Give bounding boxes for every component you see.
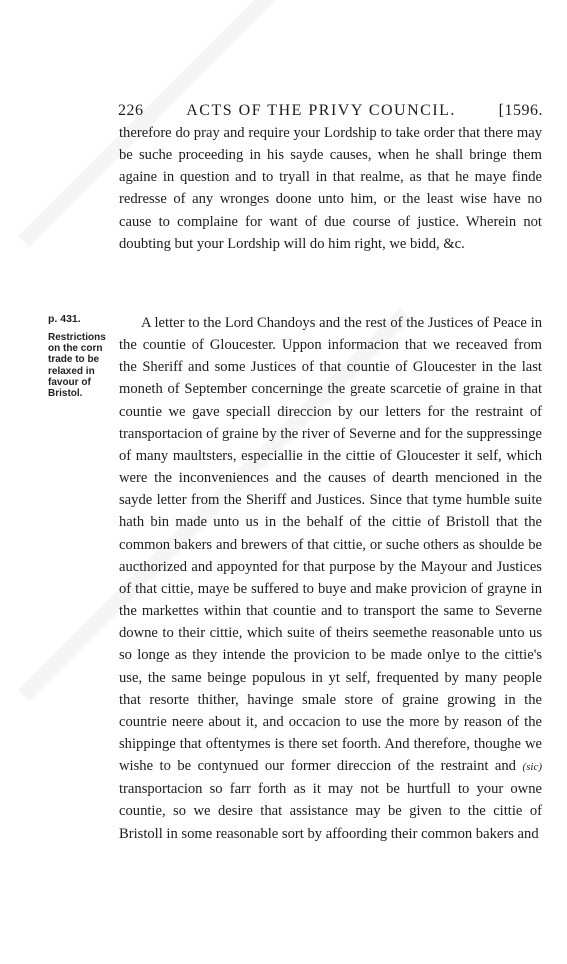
margin-note: Restrictions on the corn trade to be relaxed in favour of Bristol. xyxy=(48,332,106,400)
letter-text-part1: A letter to the Lord Chandoys and the rest of the Justices of Peace in the countie of Gloucester. Uppon informacion that we receaved from the Sheriff and some Justices of that countie of Gloucester in the last moneth of September concerninge the greate scarcetie of graine in that countie we gave speciall direccion by our letters for the restraint of transportacion of graine by the river of Severne and for the suppressinge of many maultsters, especiallie in the cittie of Gloucester it self, which were the inconveniences and the causes of dearth mencioned in the sayde letter from the Sheriff and Justices. Since that tyme humble suite hath bin made unto us in the behalf of the cittie of Bristoll that the common bakers and brewers of that cittie, or suche others as shoulde be aucthorized and appoynted for that purpose by the Mayour and Justices of that cittie, maye be suffered to buye and make provicion of grayne in the markettes within that countie and to transport the same to Severne downe to their cittie, which suite of theirs seemethe reasonable unto us so longe as they intende the provicion to be made onlye to the cittie's use, the same beinge populous in yt self, frequented by many people that resorte thither, havinge smale store of graine growing in the countrie neere about it, and occacion to use the more by reason of the shippinge that oftentymes is there set foorth. And therefore, thoughe we wishe to be contynued our former direccion of the restraint and xyxy=(119,315,542,775)
letter-text-part2: transportacion so farr forth as it may not be hurtfull to your owne countie, so we desire that assistance may be given to the cittie of Bristoll in some reasonable sort by affoording their common bakers and xyxy=(119,781,542,842)
margin-page-reference: p. 431. xyxy=(48,313,81,325)
page-number: 226 xyxy=(118,102,144,119)
running-title: ACTS OF THE PRIVY COUNCIL. xyxy=(186,102,456,119)
year-marker: [1596. xyxy=(498,102,543,119)
sic-annotation: (sic) xyxy=(522,761,542,774)
paragraph-letter xyxy=(119,312,542,845)
paragraph-continued: therefore do pray and require your Lordship to take order that there may be suche proceeding in his sayde causes, when he shall bringe them againe in question and to tryall in that realme, as that he maye finde redresse of any wronges doone unto him, or the least wise have no cause to complaine for want of due course of justice. Wherein not doubting but your Lordship will do him right, we bidd, &c. xyxy=(119,125,542,252)
running-header xyxy=(118,102,543,120)
